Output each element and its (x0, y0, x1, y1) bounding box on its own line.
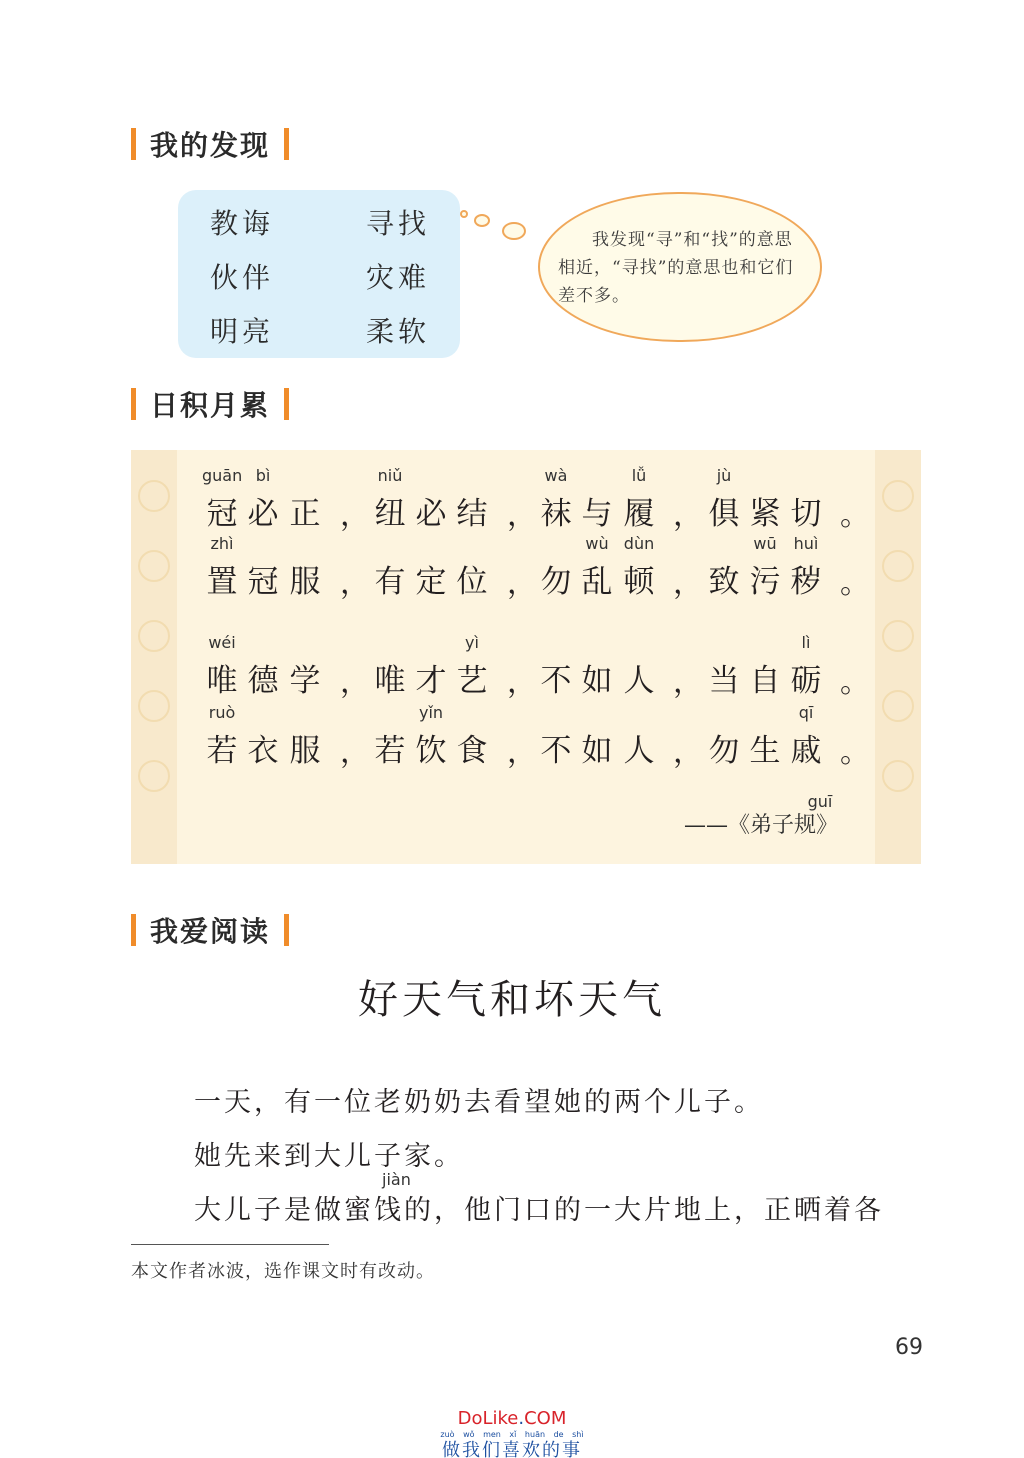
poem-pinyin: zhì (210, 534, 234, 553)
ornament (882, 760, 914, 792)
ornament (882, 550, 914, 582)
poem-char: 位 (456, 564, 488, 600)
poem-char: 当 (708, 663, 740, 699)
poem-char: 结 (456, 496, 488, 532)
poem-comma: ， (340, 498, 370, 533)
poem-char: 袜 (540, 496, 572, 532)
poem-char: 人 (623, 663, 655, 699)
source-dash: —— (684, 813, 728, 838)
watermark-pinyin: zuò wǒ men xǐ huān de shì (440, 1430, 584, 1439)
poem-char: 污 (749, 564, 781, 600)
poem-char: 衣 (247, 733, 279, 769)
poem-char: 服 (289, 564, 321, 600)
poem-char: 人 (623, 733, 655, 769)
poem-char: 生 (749, 733, 781, 769)
poem-comma: ， (673, 735, 703, 770)
word-right-2: 灾难 (366, 261, 431, 294)
thought-dot-large (502, 222, 526, 240)
poem-char: 德 (247, 663, 279, 699)
poem-char: 履 (623, 496, 655, 532)
poem-pinyin: niǔ (377, 466, 403, 485)
story-paragraph-1: 一天，有一位老奶奶去看望她的两个儿子。 (194, 1087, 764, 1118)
poem-char: 不 (540, 733, 572, 769)
poem-comma: ， (507, 498, 537, 533)
poem-comma: ， (340, 566, 370, 601)
poem-pinyin: ruò (208, 703, 236, 722)
poem-comma: ， (673, 665, 703, 700)
poem-border-right (875, 450, 921, 864)
word-right-1: 寻找 (366, 207, 431, 240)
section-title-discovery (131, 126, 289, 162)
poem-char: 服 (289, 733, 321, 769)
thought-dot-medium (474, 214, 490, 227)
poem-char: 学 (289, 663, 321, 699)
poem-comma: ， (340, 665, 370, 700)
story-title: 好天气和坏天气 (358, 977, 666, 1023)
ornament (138, 550, 170, 582)
watermark-brand-b: COM (524, 1408, 567, 1429)
poem-comma: ， (673, 498, 703, 533)
ornament (138, 620, 170, 652)
footnote: 本文作者冰波，选作课文时有改动。 (131, 1261, 435, 1282)
poem-char: 如 (581, 663, 613, 699)
poem-char: 唯 (374, 663, 406, 699)
poem-pinyin: yǐn (418, 703, 444, 722)
word-left-2: 伙伴 (210, 261, 275, 294)
poem-char: 若 (374, 733, 406, 769)
poem-char: 与 (581, 496, 613, 532)
page-number: 69 (895, 1335, 923, 1360)
poem-char: 切 (790, 496, 822, 532)
section-title-accumulate (131, 386, 289, 422)
section-bar-right (284, 128, 289, 160)
ornament (138, 480, 170, 512)
poem-period: 。 (840, 735, 870, 770)
ornament (138, 760, 170, 792)
poem-char: 有 (374, 564, 406, 600)
poem-comma: ， (507, 566, 537, 601)
thought-dot-small (460, 210, 468, 218)
word-pairs-box (178, 190, 460, 358)
poem-char: 冠 (206, 496, 238, 532)
source-pinyin: guī (807, 792, 833, 811)
poem-pinyin: jù (716, 466, 732, 485)
poem-char: 乱 (581, 564, 613, 600)
poem-pinyin: qī (798, 703, 814, 722)
poem-border-left (131, 450, 177, 864)
poem-pinyin: wéi (208, 633, 236, 652)
section-title-reading (131, 912, 289, 948)
poem-char: 勿 (540, 564, 572, 600)
poem-pinyin: wū (753, 534, 777, 553)
poem-pinyin: dùn (623, 534, 655, 553)
poem-pinyin: bì (255, 466, 271, 485)
section-title-text: 日积月累 (150, 389, 271, 422)
section-title-text: 我的发现 (150, 129, 271, 162)
ornament (882, 620, 914, 652)
poem-char: 如 (581, 733, 613, 769)
poem-pinyin: lǚ (631, 466, 647, 485)
word-left-1: 教诲 (210, 207, 275, 240)
poem-comma: ， (507, 665, 537, 700)
poem-char: 俱 (708, 496, 740, 532)
ornament (138, 690, 170, 722)
story-paragraph-3: 大儿子是做蜜饯的，他门口的一大片地上，正晒着各 (194, 1195, 884, 1226)
poem-pinyin: lì (801, 633, 811, 652)
word-left-3: 明亮 (210, 315, 275, 348)
poem-char: 必 (415, 496, 447, 532)
poem-period: 。 (840, 498, 870, 533)
poem-char: 秽 (790, 564, 822, 600)
poem-char: 正 (289, 496, 321, 532)
word-right-3: 柔软 (366, 315, 431, 348)
thought-bubble-text: 我发现“寻”和“找”的意思相近，“寻找”的意思也和它们差不多。 (558, 230, 794, 306)
poem-char: 致 (708, 564, 740, 600)
ornament (882, 480, 914, 512)
story-paragraph-2: 她先来到大儿子家。 (194, 1141, 464, 1172)
poem-char: 必 (247, 496, 279, 532)
poem-char: 紧 (749, 496, 781, 532)
source-title: 《弟子规》 (728, 813, 839, 838)
poem-period: 。 (840, 665, 870, 700)
poem-char: 置 (206, 564, 238, 600)
poem-comma: ， (673, 566, 703, 601)
footnote-divider (131, 1244, 329, 1245)
poem-char: 艺 (456, 663, 488, 699)
section-title-text: 我爱阅读 (150, 915, 271, 948)
poem-comma: ， (507, 735, 537, 770)
poem-char: 顿 (623, 564, 655, 600)
poem-char: 食 (456, 733, 488, 769)
story-pinyin-jian: jiàn (382, 1170, 411, 1189)
poem-char: 饮 (415, 733, 447, 769)
poem-char: 才 (415, 663, 447, 699)
watermark-brand-a: DoLike (457, 1408, 519, 1429)
poem-pinyin: wà (544, 466, 568, 485)
poem-char: 纽 (374, 496, 406, 532)
watermark-brand-dot: . (518, 1408, 525, 1429)
watermark-brand (0, 1408, 1024, 1429)
poem-char: 定 (415, 564, 447, 600)
poem-pinyin: wù (585, 534, 609, 553)
section-bar-right (284, 388, 289, 420)
poem-char: 自 (749, 663, 781, 699)
poem-char: 戚 (790, 733, 822, 769)
poem-char: 唯 (206, 663, 238, 699)
poem-source (684, 808, 838, 839)
watermark-chinese: 做我们喜欢的事 (442, 1440, 582, 1458)
ornament (882, 690, 914, 722)
poem-comma: ， (340, 735, 370, 770)
poem-pinyin: yì (465, 633, 479, 652)
poem-pinyin: huì (793, 534, 819, 553)
poem-pinyin: guān (202, 466, 243, 485)
poem-char: 若 (206, 733, 238, 769)
poem-period: 。 (840, 566, 870, 601)
poem-char: 勿 (708, 733, 740, 769)
section-bar-right (284, 914, 289, 946)
poem-char: 冠 (247, 564, 279, 600)
poem-char: 砺 (790, 663, 822, 699)
poem-char: 不 (540, 663, 572, 699)
